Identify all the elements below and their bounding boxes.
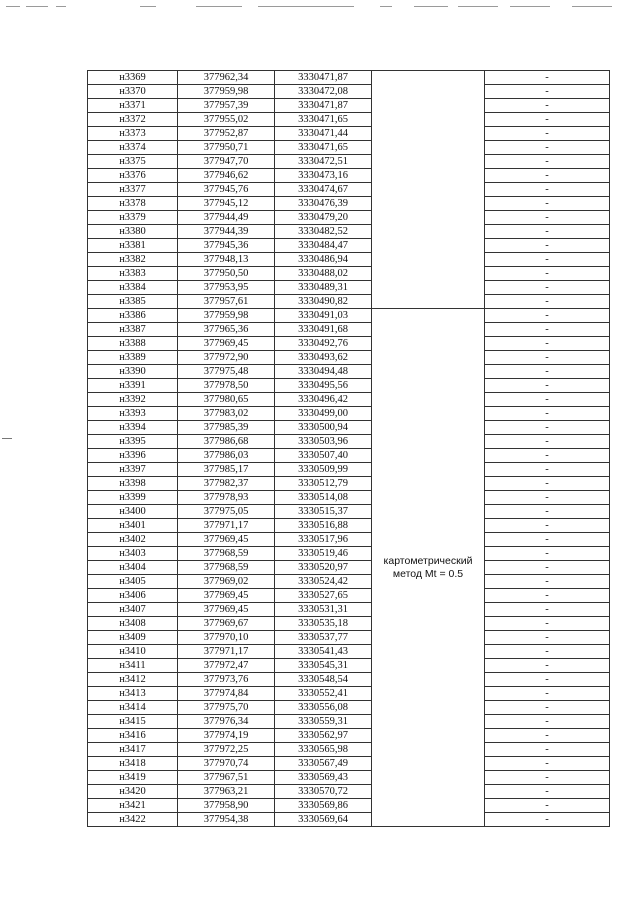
x-coordinate-cell: 377971,17 bbox=[178, 645, 275, 659]
accuracy-cell: - bbox=[485, 491, 610, 505]
y-coordinate-cell: 3330492,76 bbox=[275, 337, 372, 351]
table-row bbox=[88, 771, 610, 785]
point-id-cell: н3393 bbox=[88, 407, 178, 421]
y-coordinate-cell: 3330476,39 bbox=[275, 197, 372, 211]
table-row bbox=[88, 561, 610, 575]
y-coordinate-cell: 3330490,82 bbox=[275, 295, 372, 309]
x-coordinate-cell: 377986,03 bbox=[178, 449, 275, 463]
accuracy-cell: - bbox=[485, 407, 610, 421]
y-coordinate-cell: 3330472,51 bbox=[275, 155, 372, 169]
table-row bbox=[88, 365, 610, 379]
y-coordinate-cell: 3330489,31 bbox=[275, 281, 372, 295]
accuracy-cell: - bbox=[485, 267, 610, 281]
table-row bbox=[88, 715, 610, 729]
point-id-cell: н3381 bbox=[88, 239, 178, 253]
x-coordinate-cell: 377957,39 bbox=[178, 99, 275, 113]
table-row bbox=[88, 799, 610, 813]
point-id-cell: н3370 bbox=[88, 85, 178, 99]
y-coordinate-cell: 3330535,18 bbox=[275, 617, 372, 631]
accuracy-cell: - bbox=[485, 715, 610, 729]
x-coordinate-cell: 377970,10 bbox=[178, 631, 275, 645]
y-coordinate-cell: 3330471,65 bbox=[275, 141, 372, 155]
table-row bbox=[88, 239, 610, 253]
point-id-cell: н3388 bbox=[88, 337, 178, 351]
accuracy-cell: - bbox=[485, 603, 610, 617]
accuracy-cell: - bbox=[485, 589, 610, 603]
point-id-cell: н3409 bbox=[88, 631, 178, 645]
table-row bbox=[88, 155, 610, 169]
point-id-cell: н3395 bbox=[88, 435, 178, 449]
accuracy-cell: - bbox=[485, 463, 610, 477]
accuracy-cell: - bbox=[485, 99, 610, 113]
y-coordinate-cell: 3330471,65 bbox=[275, 113, 372, 127]
x-coordinate-cell: 377972,47 bbox=[178, 659, 275, 673]
x-coordinate-cell: 377948,13 bbox=[178, 253, 275, 267]
table-row bbox=[88, 757, 610, 771]
point-id-cell: н3382 bbox=[88, 253, 178, 267]
accuracy-cell: - bbox=[485, 477, 610, 491]
accuracy-cell: - bbox=[485, 225, 610, 239]
x-coordinate-cell: 377980,65 bbox=[178, 393, 275, 407]
point-id-cell: н3369 bbox=[88, 71, 178, 85]
table-row bbox=[88, 113, 610, 127]
x-coordinate-cell: 377986,68 bbox=[178, 435, 275, 449]
accuracy-cell: - bbox=[485, 281, 610, 295]
y-coordinate-cell: 3330519,46 bbox=[275, 547, 372, 561]
table-row bbox=[88, 519, 610, 533]
y-coordinate-cell: 3330473,16 bbox=[275, 169, 372, 183]
point-id-cell: н3371 bbox=[88, 99, 178, 113]
x-coordinate-cell: 377963,21 bbox=[178, 785, 275, 799]
table-row bbox=[88, 267, 610, 281]
point-id-cell: н3405 bbox=[88, 575, 178, 589]
point-id-cell: н3399 bbox=[88, 491, 178, 505]
accuracy-cell: - bbox=[485, 631, 610, 645]
table-row bbox=[88, 407, 610, 421]
point-id-cell: н3422 bbox=[88, 813, 178, 827]
x-coordinate-cell: 377947,70 bbox=[178, 155, 275, 169]
accuracy-cell: - bbox=[485, 757, 610, 771]
table-row bbox=[88, 687, 610, 701]
x-coordinate-cell: 377955,02 bbox=[178, 113, 275, 127]
point-id-cell: н3401 bbox=[88, 519, 178, 533]
point-id-cell: н3392 bbox=[88, 393, 178, 407]
table-row bbox=[88, 617, 610, 631]
point-id-cell: н3383 bbox=[88, 267, 178, 281]
point-id-cell: н3380 bbox=[88, 225, 178, 239]
x-coordinate-cell: 377978,50 bbox=[178, 379, 275, 393]
point-id-cell: н3406 bbox=[88, 589, 178, 603]
point-id-cell: н3411 bbox=[88, 659, 178, 673]
y-coordinate-cell: 3330499,00 bbox=[275, 407, 372, 421]
accuracy-cell: - bbox=[485, 393, 610, 407]
accuracy-cell: - bbox=[485, 729, 610, 743]
x-coordinate-cell: 377962,34 bbox=[178, 71, 275, 85]
x-coordinate-cell: 377969,45 bbox=[178, 603, 275, 617]
table-row bbox=[88, 169, 610, 183]
y-coordinate-cell: 3330524,42 bbox=[275, 575, 372, 589]
y-coordinate-cell: 3330537,77 bbox=[275, 631, 372, 645]
x-coordinate-cell: 377968,59 bbox=[178, 547, 275, 561]
y-coordinate-cell: 3330565,98 bbox=[275, 743, 372, 757]
x-coordinate-cell: 377959,98 bbox=[178, 309, 275, 323]
accuracy-cell: - bbox=[485, 421, 610, 435]
accuracy-cell: - bbox=[485, 85, 610, 99]
accuracy-cell: - bbox=[485, 617, 610, 631]
accuracy-cell: - bbox=[485, 659, 610, 673]
table-row bbox=[88, 393, 610, 407]
y-coordinate-cell: 3330479,20 bbox=[275, 211, 372, 225]
accuracy-cell: - bbox=[485, 561, 610, 575]
y-coordinate-cell: 3330520,97 bbox=[275, 561, 372, 575]
x-coordinate-cell: 377945,12 bbox=[178, 197, 275, 211]
x-coordinate-cell: 377969,02 bbox=[178, 575, 275, 589]
x-coordinate-cell: 377969,45 bbox=[178, 589, 275, 603]
x-coordinate-cell: 377974,84 bbox=[178, 687, 275, 701]
method-label-line1: картометрический bbox=[383, 554, 473, 567]
method-cell-empty bbox=[372, 71, 485, 309]
scan-header-artifact bbox=[0, 6, 640, 10]
table-row bbox=[88, 253, 610, 267]
x-coordinate-cell: 377945,76 bbox=[178, 183, 275, 197]
point-id-cell: н3376 bbox=[88, 169, 178, 183]
point-id-cell: н3390 bbox=[88, 365, 178, 379]
accuracy-cell: - bbox=[485, 645, 610, 659]
accuracy-cell: - bbox=[485, 351, 610, 365]
coordinates-table-body bbox=[88, 71, 610, 827]
y-coordinate-cell: 3330491,68 bbox=[275, 323, 372, 337]
y-coordinate-cell: 3330516,88 bbox=[275, 519, 372, 533]
y-coordinate-cell: 3330495,56 bbox=[275, 379, 372, 393]
y-coordinate-cell: 3330531,31 bbox=[275, 603, 372, 617]
point-id-cell: н3396 bbox=[88, 449, 178, 463]
y-coordinate-cell: 3330556,08 bbox=[275, 701, 372, 715]
y-coordinate-cell: 3330486,94 bbox=[275, 253, 372, 267]
y-coordinate-cell: 3330514,08 bbox=[275, 491, 372, 505]
x-coordinate-cell: 377972,90 bbox=[178, 351, 275, 365]
x-coordinate-cell: 377953,95 bbox=[178, 281, 275, 295]
x-coordinate-cell: 377975,48 bbox=[178, 365, 275, 379]
point-id-cell: н3415 bbox=[88, 715, 178, 729]
accuracy-cell: - bbox=[485, 253, 610, 267]
y-coordinate-cell: 3330515,37 bbox=[275, 505, 372, 519]
x-coordinate-cell: 377945,36 bbox=[178, 239, 275, 253]
table-row bbox=[88, 729, 610, 743]
table-row bbox=[88, 645, 610, 659]
accuracy-cell: - bbox=[485, 575, 610, 589]
table-row bbox=[88, 631, 610, 645]
x-coordinate-cell: 377982,37 bbox=[178, 477, 275, 491]
table-row bbox=[88, 673, 610, 687]
x-coordinate-cell: 377985,17 bbox=[178, 463, 275, 477]
scan-margin-mark bbox=[2, 438, 12, 439]
point-id-cell: н3402 bbox=[88, 533, 178, 547]
point-id-cell: н3404 bbox=[88, 561, 178, 575]
y-coordinate-cell: 3330484,47 bbox=[275, 239, 372, 253]
accuracy-cell: - bbox=[485, 813, 610, 827]
table-row bbox=[88, 295, 610, 309]
x-coordinate-cell: 377944,49 bbox=[178, 211, 275, 225]
x-coordinate-cell: 377978,93 bbox=[178, 491, 275, 505]
coordinates-table bbox=[87, 70, 610, 827]
y-coordinate-cell: 3330482,52 bbox=[275, 225, 372, 239]
y-coordinate-cell: 3330541,43 bbox=[275, 645, 372, 659]
point-id-cell: н3374 bbox=[88, 141, 178, 155]
y-coordinate-cell: 3330493,62 bbox=[275, 351, 372, 365]
x-coordinate-cell: 377952,87 bbox=[178, 127, 275, 141]
y-coordinate-cell: 3330512,79 bbox=[275, 477, 372, 491]
table-row bbox=[88, 533, 610, 547]
point-id-cell: н3416 bbox=[88, 729, 178, 743]
accuracy-cell: - bbox=[485, 239, 610, 253]
x-coordinate-cell: 377954,38 bbox=[178, 813, 275, 827]
y-coordinate-cell: 3330471,87 bbox=[275, 99, 372, 113]
point-id-cell: н3400 bbox=[88, 505, 178, 519]
point-id-cell: н3384 bbox=[88, 281, 178, 295]
point-id-cell: н3419 bbox=[88, 771, 178, 785]
table-row bbox=[88, 659, 610, 673]
table-row bbox=[88, 183, 610, 197]
table-row bbox=[88, 589, 610, 603]
table-row bbox=[88, 337, 610, 351]
x-coordinate-cell: 377969,45 bbox=[178, 533, 275, 547]
point-id-cell: н3389 bbox=[88, 351, 178, 365]
accuracy-cell: - bbox=[485, 673, 610, 687]
y-coordinate-cell: 3330507,40 bbox=[275, 449, 372, 463]
point-id-cell: н3385 bbox=[88, 295, 178, 309]
accuracy-cell: - bbox=[485, 337, 610, 351]
accuracy-cell: - bbox=[485, 379, 610, 393]
y-coordinate-cell: 3330494,48 bbox=[275, 365, 372, 379]
table-row bbox=[88, 491, 610, 505]
point-id-cell: н3391 bbox=[88, 379, 178, 393]
x-coordinate-cell: 377968,59 bbox=[178, 561, 275, 575]
x-coordinate-cell: 377976,34 bbox=[178, 715, 275, 729]
point-id-cell: н3372 bbox=[88, 113, 178, 127]
table-row bbox=[88, 421, 610, 435]
point-id-cell: н3403 bbox=[88, 547, 178, 561]
table-row bbox=[88, 743, 610, 757]
accuracy-cell: - bbox=[485, 197, 610, 211]
method-label-line2: метод Mt = 0.5 bbox=[392, 567, 464, 580]
x-coordinate-cell: 377975,70 bbox=[178, 701, 275, 715]
table-row bbox=[88, 351, 610, 365]
point-id-cell: н3413 bbox=[88, 687, 178, 701]
y-coordinate-cell: 3330545,31 bbox=[275, 659, 372, 673]
accuracy-cell: - bbox=[485, 785, 610, 799]
x-coordinate-cell: 377959,98 bbox=[178, 85, 275, 99]
accuracy-cell: - bbox=[485, 211, 610, 225]
table-row bbox=[88, 85, 610, 99]
x-coordinate-cell: 377965,36 bbox=[178, 323, 275, 337]
accuracy-cell: - bbox=[485, 169, 610, 183]
table-row bbox=[88, 99, 610, 113]
accuracy-cell: - bbox=[485, 71, 610, 85]
accuracy-cell: - bbox=[485, 183, 610, 197]
y-coordinate-cell: 3330474,67 bbox=[275, 183, 372, 197]
accuracy-cell: - bbox=[485, 687, 610, 701]
accuracy-cell: - bbox=[485, 519, 610, 533]
x-coordinate-cell: 377969,45 bbox=[178, 337, 275, 351]
accuracy-cell: - bbox=[485, 309, 610, 323]
x-coordinate-cell: 377970,74 bbox=[178, 757, 275, 771]
y-coordinate-cell: 3330509,99 bbox=[275, 463, 372, 477]
y-coordinate-cell: 3330569,86 bbox=[275, 799, 372, 813]
y-coordinate-cell: 3330496,42 bbox=[275, 393, 372, 407]
point-id-cell: н3410 bbox=[88, 645, 178, 659]
y-coordinate-cell: 3330569,64 bbox=[275, 813, 372, 827]
table-row bbox=[88, 281, 610, 295]
accuracy-cell: - bbox=[485, 743, 610, 757]
accuracy-cell: - bbox=[485, 295, 610, 309]
accuracy-cell: - bbox=[485, 113, 610, 127]
table-row bbox=[88, 211, 610, 225]
point-id-cell: н3373 bbox=[88, 127, 178, 141]
point-id-cell: н3417 bbox=[88, 743, 178, 757]
table-row bbox=[88, 463, 610, 477]
y-coordinate-cell: 3330517,96 bbox=[275, 533, 372, 547]
y-coordinate-cell: 3330559,31 bbox=[275, 715, 372, 729]
y-coordinate-cell: 3330503,96 bbox=[275, 435, 372, 449]
point-id-cell: н3420 bbox=[88, 785, 178, 799]
point-id-cell: н3379 bbox=[88, 211, 178, 225]
x-coordinate-cell: 377958,90 bbox=[178, 799, 275, 813]
point-id-cell: н3412 bbox=[88, 673, 178, 687]
y-coordinate-cell: 3330570,72 bbox=[275, 785, 372, 799]
accuracy-cell: - bbox=[485, 155, 610, 169]
point-id-cell: н3375 bbox=[88, 155, 178, 169]
point-id-cell: н3418 bbox=[88, 757, 178, 771]
x-coordinate-cell: 377973,76 bbox=[178, 673, 275, 687]
table-row bbox=[88, 309, 610, 323]
x-coordinate-cell: 377972,25 bbox=[178, 743, 275, 757]
point-id-cell: н3398 bbox=[88, 477, 178, 491]
x-coordinate-cell: 377950,71 bbox=[178, 141, 275, 155]
accuracy-cell: - bbox=[485, 435, 610, 449]
table-row bbox=[88, 477, 610, 491]
table-row bbox=[88, 575, 610, 589]
accuracy-cell: - bbox=[485, 547, 610, 561]
table-row bbox=[88, 547, 610, 561]
x-coordinate-cell: 377957,61 bbox=[178, 295, 275, 309]
table-row bbox=[88, 379, 610, 393]
y-coordinate-cell: 3330472,08 bbox=[275, 85, 372, 99]
y-coordinate-cell: 3330552,41 bbox=[275, 687, 372, 701]
accuracy-cell: - bbox=[485, 323, 610, 337]
x-coordinate-cell: 377985,39 bbox=[178, 421, 275, 435]
y-coordinate-cell: 3330562,97 bbox=[275, 729, 372, 743]
table-row bbox=[88, 435, 610, 449]
y-coordinate-cell: 3330527,65 bbox=[275, 589, 372, 603]
y-coordinate-cell: 3330569,43 bbox=[275, 771, 372, 785]
point-id-cell: н3408 bbox=[88, 617, 178, 631]
point-id-cell: н3397 bbox=[88, 463, 178, 477]
accuracy-cell: - bbox=[485, 365, 610, 379]
x-coordinate-cell: 377975,05 bbox=[178, 505, 275, 519]
table-row bbox=[88, 71, 610, 85]
table-row bbox=[88, 197, 610, 211]
accuracy-cell: - bbox=[485, 141, 610, 155]
x-coordinate-cell: 377971,17 bbox=[178, 519, 275, 533]
table-row bbox=[88, 225, 610, 239]
table-row bbox=[88, 785, 610, 799]
accuracy-cell: - bbox=[485, 771, 610, 785]
table-row bbox=[88, 127, 610, 141]
accuracy-cell: - bbox=[485, 799, 610, 813]
point-id-cell: н3407 bbox=[88, 603, 178, 617]
x-coordinate-cell: 377983,02 bbox=[178, 407, 275, 421]
accuracy-cell: - bbox=[485, 533, 610, 547]
x-coordinate-cell: 377946,62 bbox=[178, 169, 275, 183]
accuracy-cell: - bbox=[485, 505, 610, 519]
accuracy-cell: - bbox=[485, 449, 610, 463]
y-coordinate-cell: 3330491,03 bbox=[275, 309, 372, 323]
point-id-cell: н3387 bbox=[88, 323, 178, 337]
x-coordinate-cell: 377944,39 bbox=[178, 225, 275, 239]
table-row bbox=[88, 449, 610, 463]
table-row bbox=[88, 603, 610, 617]
table-row bbox=[88, 701, 610, 715]
y-coordinate-cell: 3330471,87 bbox=[275, 71, 372, 85]
point-id-cell: н3377 bbox=[88, 183, 178, 197]
table-row bbox=[88, 505, 610, 519]
table-row bbox=[88, 141, 610, 155]
point-id-cell: н3421 bbox=[88, 799, 178, 813]
point-id-cell: н3394 bbox=[88, 421, 178, 435]
x-coordinate-cell: 377974,19 bbox=[178, 729, 275, 743]
table-row bbox=[88, 813, 610, 827]
y-coordinate-cell: 3330488,02 bbox=[275, 267, 372, 281]
x-coordinate-cell: 377969,67 bbox=[178, 617, 275, 631]
y-coordinate-cell: 3330471,44 bbox=[275, 127, 372, 141]
point-id-cell: н3378 bbox=[88, 197, 178, 211]
point-id-cell: н3414 bbox=[88, 701, 178, 715]
accuracy-cell: - bbox=[485, 127, 610, 141]
table-row bbox=[88, 323, 610, 337]
method-cell bbox=[372, 309, 485, 827]
x-coordinate-cell: 377967,51 bbox=[178, 771, 275, 785]
accuracy-cell: - bbox=[485, 701, 610, 715]
x-coordinate-cell: 377950,50 bbox=[178, 267, 275, 281]
y-coordinate-cell: 3330567,49 bbox=[275, 757, 372, 771]
point-id-cell: н3386 bbox=[88, 309, 178, 323]
y-coordinate-cell: 3330548,54 bbox=[275, 673, 372, 687]
y-coordinate-cell: 3330500,94 bbox=[275, 421, 372, 435]
